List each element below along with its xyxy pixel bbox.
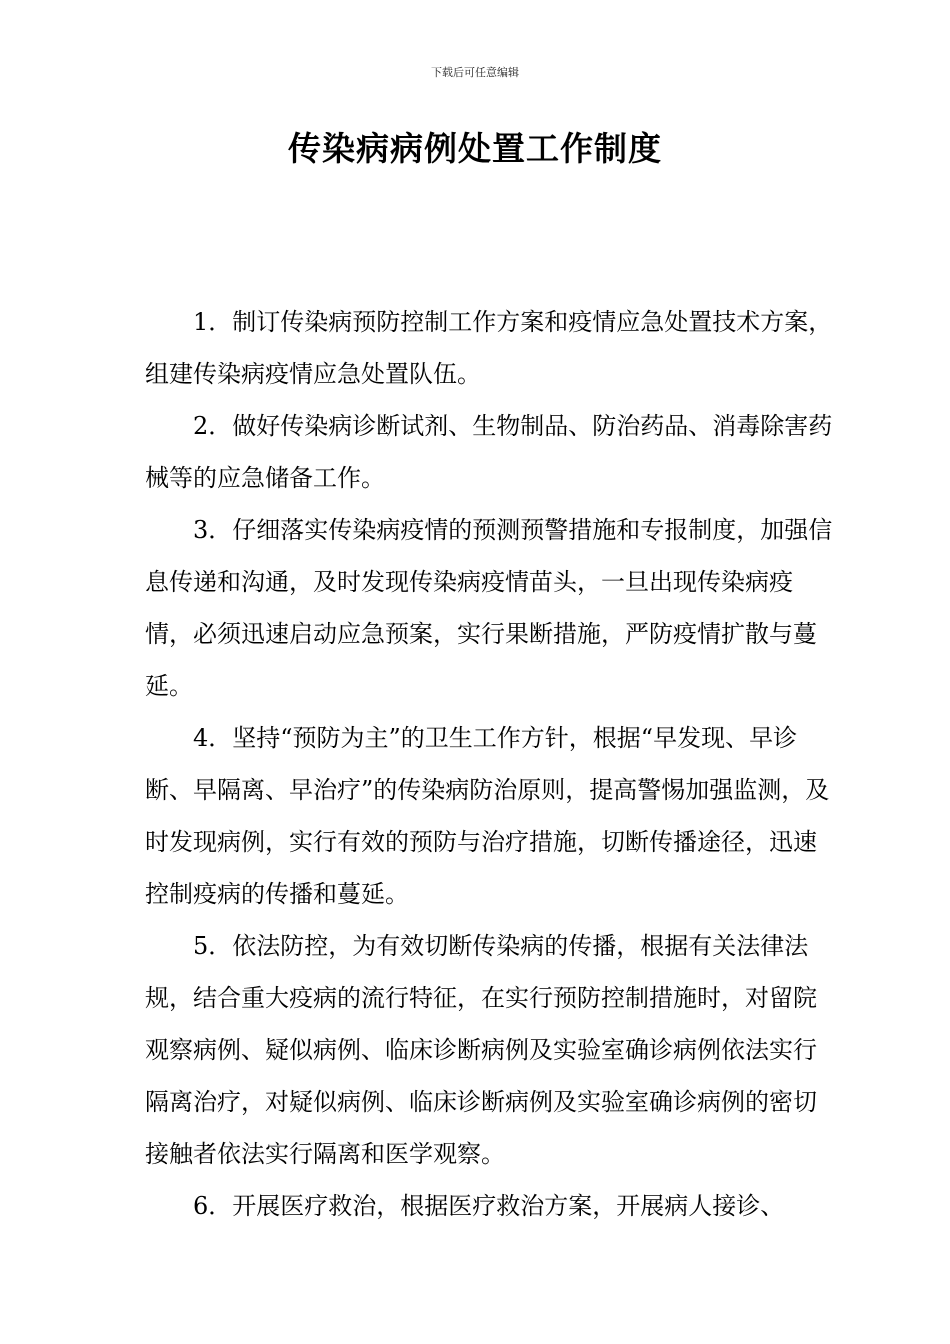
document-title: 传染病病例处置工作制度 bbox=[288, 129, 662, 168]
paragraph-5: 5．依法防控，为有效切断传染病的传播，根据有关法律法规，结合重大疫病的流行特征，在实行预防控制措施时，对留院观察病例、疑似病例、临床诊断病例及实验室确诊病例依法实行隔离治疗，对疑似病例、临床诊断病例及实验室确诊病例的密切接触者依法实行隔离和医学观察。 bbox=[145, 932, 817, 1168]
paragraph-6: 6．开展医疗救治，根据医疗救治方案，开展病人接诊、 bbox=[193, 1192, 785, 1220]
paragraph-3: 3．仔细落实传染病疫情的预测预警措施和专报制度，加强信息传递和沟通，及时发现传染病疫情苗头，一旦出现传染病疫情，必须迅速启动应急预案，实行果断措施，严防疫情扩散与蔓延。 bbox=[145, 516, 833, 700]
paragraph-1: 1．制订传染病预防控制工作方案和疫情应急处置技术方案，组建传染病疫情应急处置队伍。 bbox=[145, 308, 833, 388]
document-body bbox=[145, 296, 835, 1232]
paragraph-2: 2．做好传染病诊断试剂、生物制品、防治药品、消毒除害药械等的应急储备工作。 bbox=[145, 412, 833, 492]
paragraph-4: 4．坚持“预防为主”的卫生工作方针，根据“早发现、早诊断、早隔离、早治疗”的传染病防治原则，提高警惕加强监测，及时发现病例，实行有效的预防与治疗措施，切断传播途径，迅速控制疫病的传播和蔓延。 bbox=[145, 724, 830, 908]
header-note: 下载后可任意编辑 bbox=[431, 66, 519, 79]
